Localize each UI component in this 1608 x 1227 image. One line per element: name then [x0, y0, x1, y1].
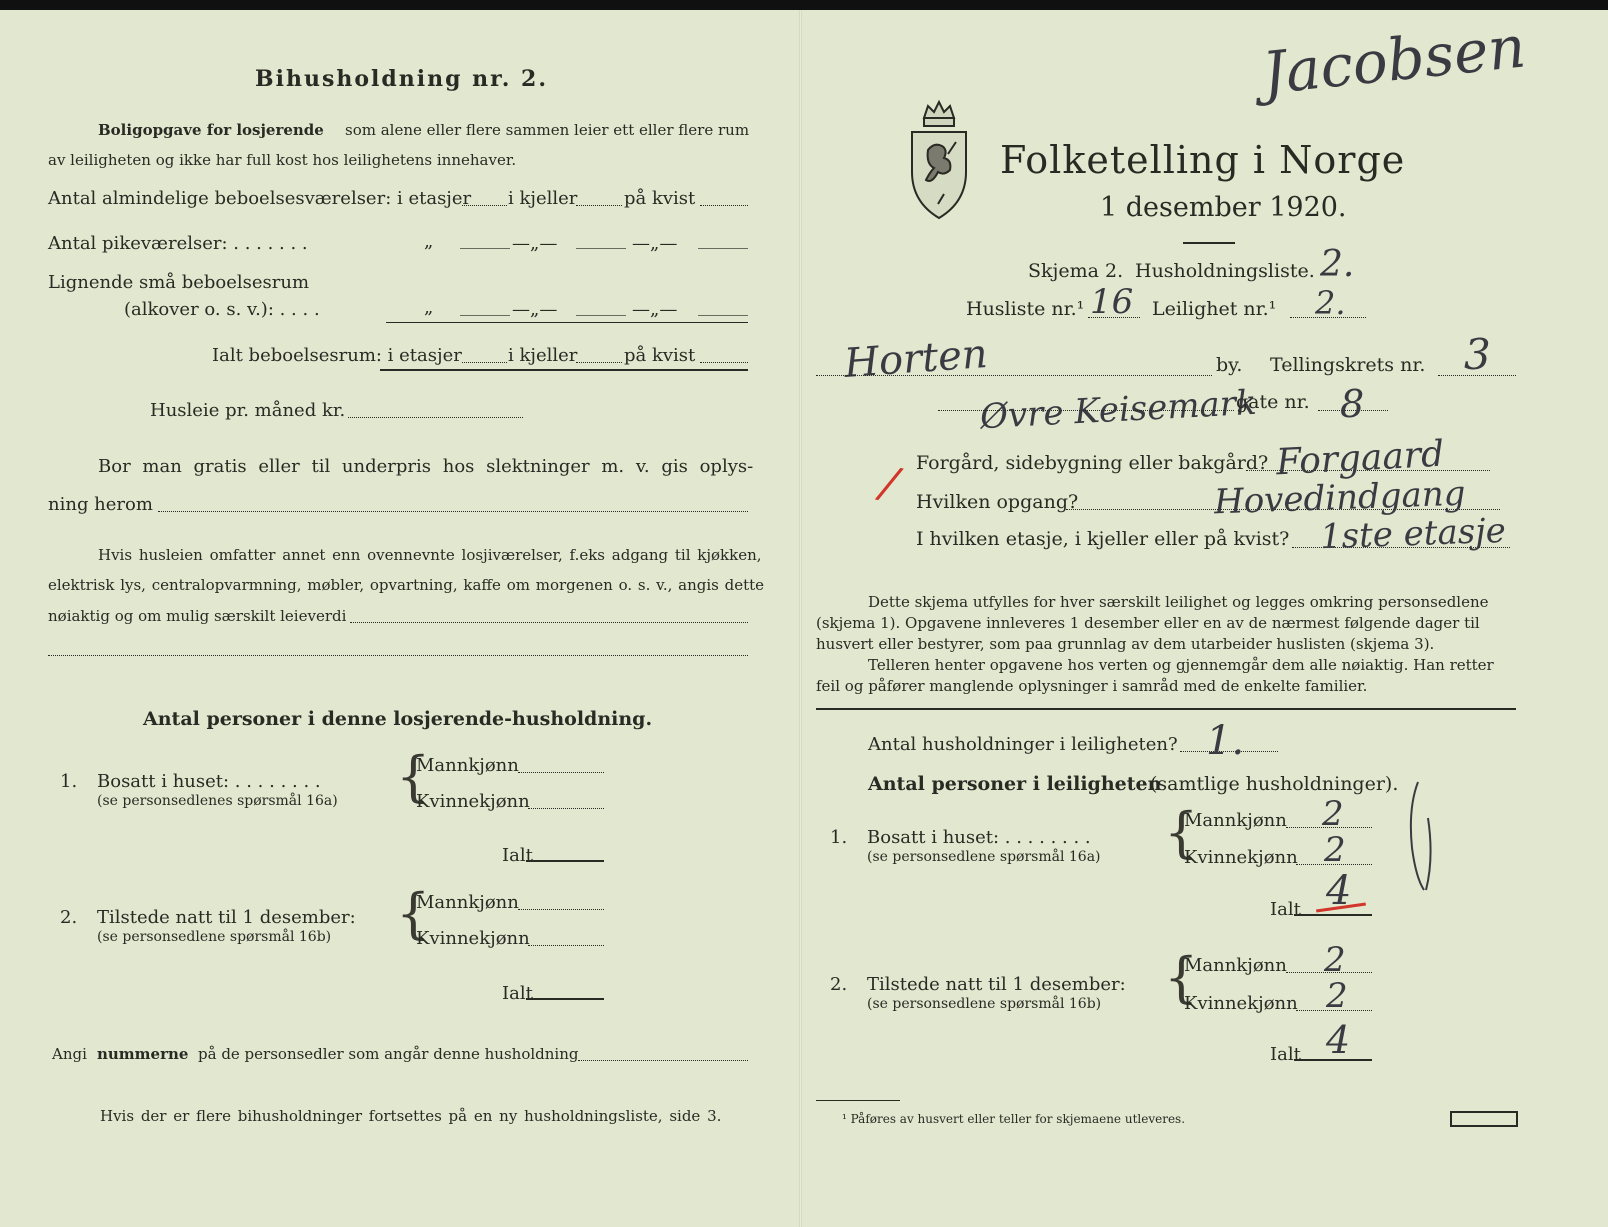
- maid-line-3: [698, 248, 748, 249]
- maid-rooms-quote: „: [424, 231, 434, 252]
- right-q2-female-label: Kvinnekjønn: [1184, 993, 1298, 1014]
- norway-coat-of-arms-icon: [904, 98, 974, 222]
- numbers-prefix: Angi: [52, 1045, 87, 1063]
- small-rooms-quote: „: [424, 297, 434, 318]
- right-q1-total-label: Ialt: [1270, 899, 1301, 920]
- street-line: [938, 410, 1234, 411]
- right-q1-brace: {: [1164, 801, 1199, 864]
- rooms-floor-line: [462, 205, 507, 206]
- left-q2-label: Tilstede natt til 1 desember:: [97, 907, 356, 928]
- right-q2-male-value: 2: [1324, 940, 1346, 980]
- left-q2-female-label: Kvinnekjønn: [416, 928, 530, 949]
- right-q2-number: 2.: [830, 974, 848, 995]
- total-basement-line: [576, 362, 622, 363]
- schema-label: Skjema 2.: [1028, 260, 1124, 282]
- right-q1-female-label: Kvinnekjønn: [1184, 847, 1298, 868]
- census-form-sheet: [0, 10, 1608, 1227]
- right-title: Folketelling i Norge: [1000, 138, 1406, 182]
- apartment-label: Leilighet nr.¹: [1152, 298, 1277, 320]
- rooms-sum-rule: [386, 322, 748, 323]
- info-divider: [816, 708, 1516, 710]
- street-number-value: 8: [1340, 382, 1365, 426]
- total-rooms-rule: [380, 369, 748, 371]
- street-value: Øvre Keisemark: [979, 382, 1258, 438]
- maid-rooms-label: Antal pikeværelser: . . . . . . .: [48, 233, 308, 254]
- handwritten-top-name: Jacobsen: [1259, 12, 1529, 108]
- total-rooms-label: Ialt beboelsesrum: i etasjer: [212, 345, 462, 366]
- free-housing-line1: Bor man gratis eller til underpris hos slektninger m. v. gis oplys-: [98, 456, 754, 477]
- info-line2: (skjema 1). Opgavene innleveres 1 desember eller en av de nærmest følgende dager til: [816, 614, 1480, 632]
- street-label: gate nr.: [1236, 391, 1310, 413]
- left-q1-male-label: Mannkjønn: [416, 755, 519, 776]
- rooms-attic-line: [700, 205, 748, 206]
- right-q1-number: 1.: [830, 827, 848, 848]
- free-housing-answer-line: [158, 511, 748, 512]
- rooms-basement: i kjeller: [508, 188, 578, 209]
- left-q1-female-label: Kvinnekjønn: [416, 791, 530, 812]
- rooms-label: Antal almindelige beboelsesværelser: i etasjer: [48, 188, 472, 209]
- maid-line-1: [460, 248, 510, 249]
- small-rooms-label-1: Lignende små beboelsesrum: [48, 272, 310, 293]
- left-q1-male-line: [518, 772, 604, 773]
- entrance-label: Hvilken opgang?: [916, 491, 1079, 513]
- district-label: Tellingskrets nr.: [1270, 354, 1426, 376]
- small-rooms-label-2: (alkover o. s. v.): . . . .: [124, 299, 320, 320]
- info-line5: feil og påfører manglende oplysninger i samråd med de enkelte familier.: [816, 677, 1368, 695]
- maid-line-2: [576, 248, 626, 249]
- maid-dash-quote-2: —„—: [632, 233, 678, 254]
- right-q2-female-value: 2: [1326, 976, 1348, 1016]
- rent-line: [348, 417, 523, 418]
- info-line4: Telleren henter opgavene hos verten og gjennemgår dem alle nøiaktig. Han retter: [868, 656, 1494, 674]
- extra-line3: nøiaktig og om mulig særskilt leieverdi: [48, 607, 347, 625]
- apartment-value: 2.: [1315, 284, 1346, 322]
- right-persons-heading-rest: (samtlige husholdninger).: [1150, 773, 1399, 795]
- right-q2-male-label: Mannkjønn: [1184, 955, 1287, 976]
- left-q2-male-label: Mannkjønn: [416, 892, 519, 913]
- rooms-basement-line: [576, 205, 622, 206]
- floor-label: I hvilken etasje, i kjeller eller på kvist?: [916, 528, 1290, 550]
- floor-value: 1ste etasje: [1319, 510, 1507, 558]
- rent-label: Husleie pr. måned kr.: [150, 400, 346, 421]
- left-q2-number: 2.: [60, 907, 78, 928]
- footnote-rule: [816, 1100, 900, 1101]
- maid-dash-quote-1: —„—: [512, 233, 558, 254]
- entrance-value: Hovedindgang: [1213, 473, 1467, 523]
- city-value: Horten: [842, 331, 990, 387]
- persons-heading: Antal personer i denne losjerende-husholdning.: [143, 708, 653, 730]
- left-q1-number: 1.: [60, 771, 78, 792]
- yard-value: Forgaard: [1275, 433, 1446, 484]
- handwritten-bracket-mark: [1406, 778, 1436, 898]
- numbers-rest: på de personsedler som angår denne husholdning: [198, 1045, 579, 1063]
- household-list-value: 2.: [1320, 244, 1355, 285]
- right-q1-sub: (se personsedlene spørsmål 16a): [867, 849, 1101, 865]
- right-q2-total-label: Ialt: [1270, 1044, 1301, 1065]
- right-q1-male-label: Mannkjønn: [1184, 810, 1287, 831]
- right-q1-total-value: 4: [1326, 868, 1352, 914]
- left-footer: Hvis der er flere bihusholdninger fortsettes på en ny husholdningsliste, side 3.: [100, 1107, 722, 1125]
- left-page: [0, 10, 800, 1227]
- small-line-2: [576, 315, 626, 316]
- intro-line2: av leiligheten og ikke har full kost hos leilighetens innehaver.: [48, 151, 517, 169]
- extra-line1: Hvis husleien omfatter annet enn ovennevnte losjiværelser, f.eks adgang til kjøkken,: [98, 546, 762, 564]
- left-q1-female-line: [528, 808, 604, 809]
- left-q2-male-line: [518, 909, 604, 910]
- left-q1-total-label: Ialt: [502, 845, 533, 866]
- house-list-label: Husliste nr.¹: [966, 298, 1085, 320]
- city-line: [816, 375, 1212, 376]
- right-page: [800, 10, 1608, 1227]
- small-dash-quote-1: —„—: [512, 299, 558, 320]
- left-q2-sub: (se personsedlene spørsmål 16b): [97, 929, 332, 945]
- free-housing-line2: ning herom: [48, 494, 153, 515]
- extra-answer-line2: [48, 655, 748, 656]
- district-value: 3: [1464, 330, 1491, 379]
- small-line-1: [460, 315, 510, 316]
- printer-stamp-icon: [1450, 1111, 1518, 1127]
- yard-label: Forgård, sidebygning eller bakgård?: [916, 452, 1269, 474]
- city-label: by.: [1216, 354, 1243, 376]
- red-pencil-tick: /: [876, 457, 902, 510]
- right-q1-label: Bosatt i huset: . . . . . . . .: [867, 827, 1091, 848]
- total-basement: i kjeller: [508, 345, 578, 366]
- households-value: 1.: [1206, 718, 1245, 764]
- right-q1-male-value: 2: [1322, 794, 1344, 834]
- left-q2-female-line: [528, 945, 604, 946]
- left-q1-sub: (se personsedlenes spørsmål 16a): [97, 793, 338, 809]
- title-divider: [1183, 242, 1235, 244]
- right-persons-heading: Antal personer i leiligheten: [868, 773, 1162, 795]
- left-q1-label: Bosatt i huset: . . . . . . . .: [97, 771, 321, 792]
- small-dash-quote-2: —„—: [632, 299, 678, 320]
- right-q1-total-line: [1294, 914, 1372, 916]
- info-line1: Dette skjema utfylles for hver særskilt leilighet og legges omkring personsedlene: [868, 593, 1489, 611]
- right-q1-female-value: 2: [1324, 830, 1346, 870]
- intro-bold: Boligopgave for losjerende: [98, 121, 324, 139]
- extra-answer-line: [350, 622, 748, 623]
- house-list-value: 16: [1090, 282, 1134, 322]
- household-list-label: Husholdningsliste.: [1135, 260, 1315, 282]
- numbers-answer-line: [578, 1060, 748, 1061]
- rooms-attic: på kvist: [624, 188, 696, 209]
- total-floor-line: [462, 362, 507, 363]
- numbers-bold: nummerne: [97, 1045, 189, 1063]
- left-q1-total-line: [526, 860, 604, 862]
- census-date: 1 desember 1920.: [1100, 192, 1347, 223]
- left-q2-total-label: Ialt: [502, 983, 533, 1004]
- left-q2-total-line: [526, 998, 604, 1000]
- left-q2-brace: {: [396, 882, 431, 945]
- right-q2-brace: {: [1164, 946, 1199, 1009]
- footnote: ¹ Påføres av husvert eller teller for skjemaene utleveres.: [842, 1112, 1186, 1126]
- extra-line2: elektrisk lys, centralopvarmning, møbler, opvartning, kaffe om morgenen o. s. v., angis dette: [48, 576, 765, 594]
- intro-rest: som alene eller flere sammen leier ett eller flere rum: [345, 121, 750, 139]
- total-attic-line: [700, 362, 748, 363]
- left-q1-brace: {: [396, 745, 431, 808]
- total-attic: på kvist: [624, 345, 696, 366]
- households-label: Antal husholdninger i leiligheten?: [868, 734, 1178, 755]
- right-q2-total-value: 4: [1326, 1018, 1351, 1062]
- right-q2-sub: (se personsedlene spørsmål 16b): [867, 996, 1102, 1012]
- left-title: Bihusholdning nr. 2.: [255, 66, 548, 92]
- right-q2-label: Tilstede natt til 1 desember:: [867, 974, 1126, 995]
- info-line3: husvert eller bestyrer, som paa grunnlag av dem utarbeider huslisten (skjema 3).: [816, 635, 1435, 653]
- small-line-3: [698, 315, 748, 316]
